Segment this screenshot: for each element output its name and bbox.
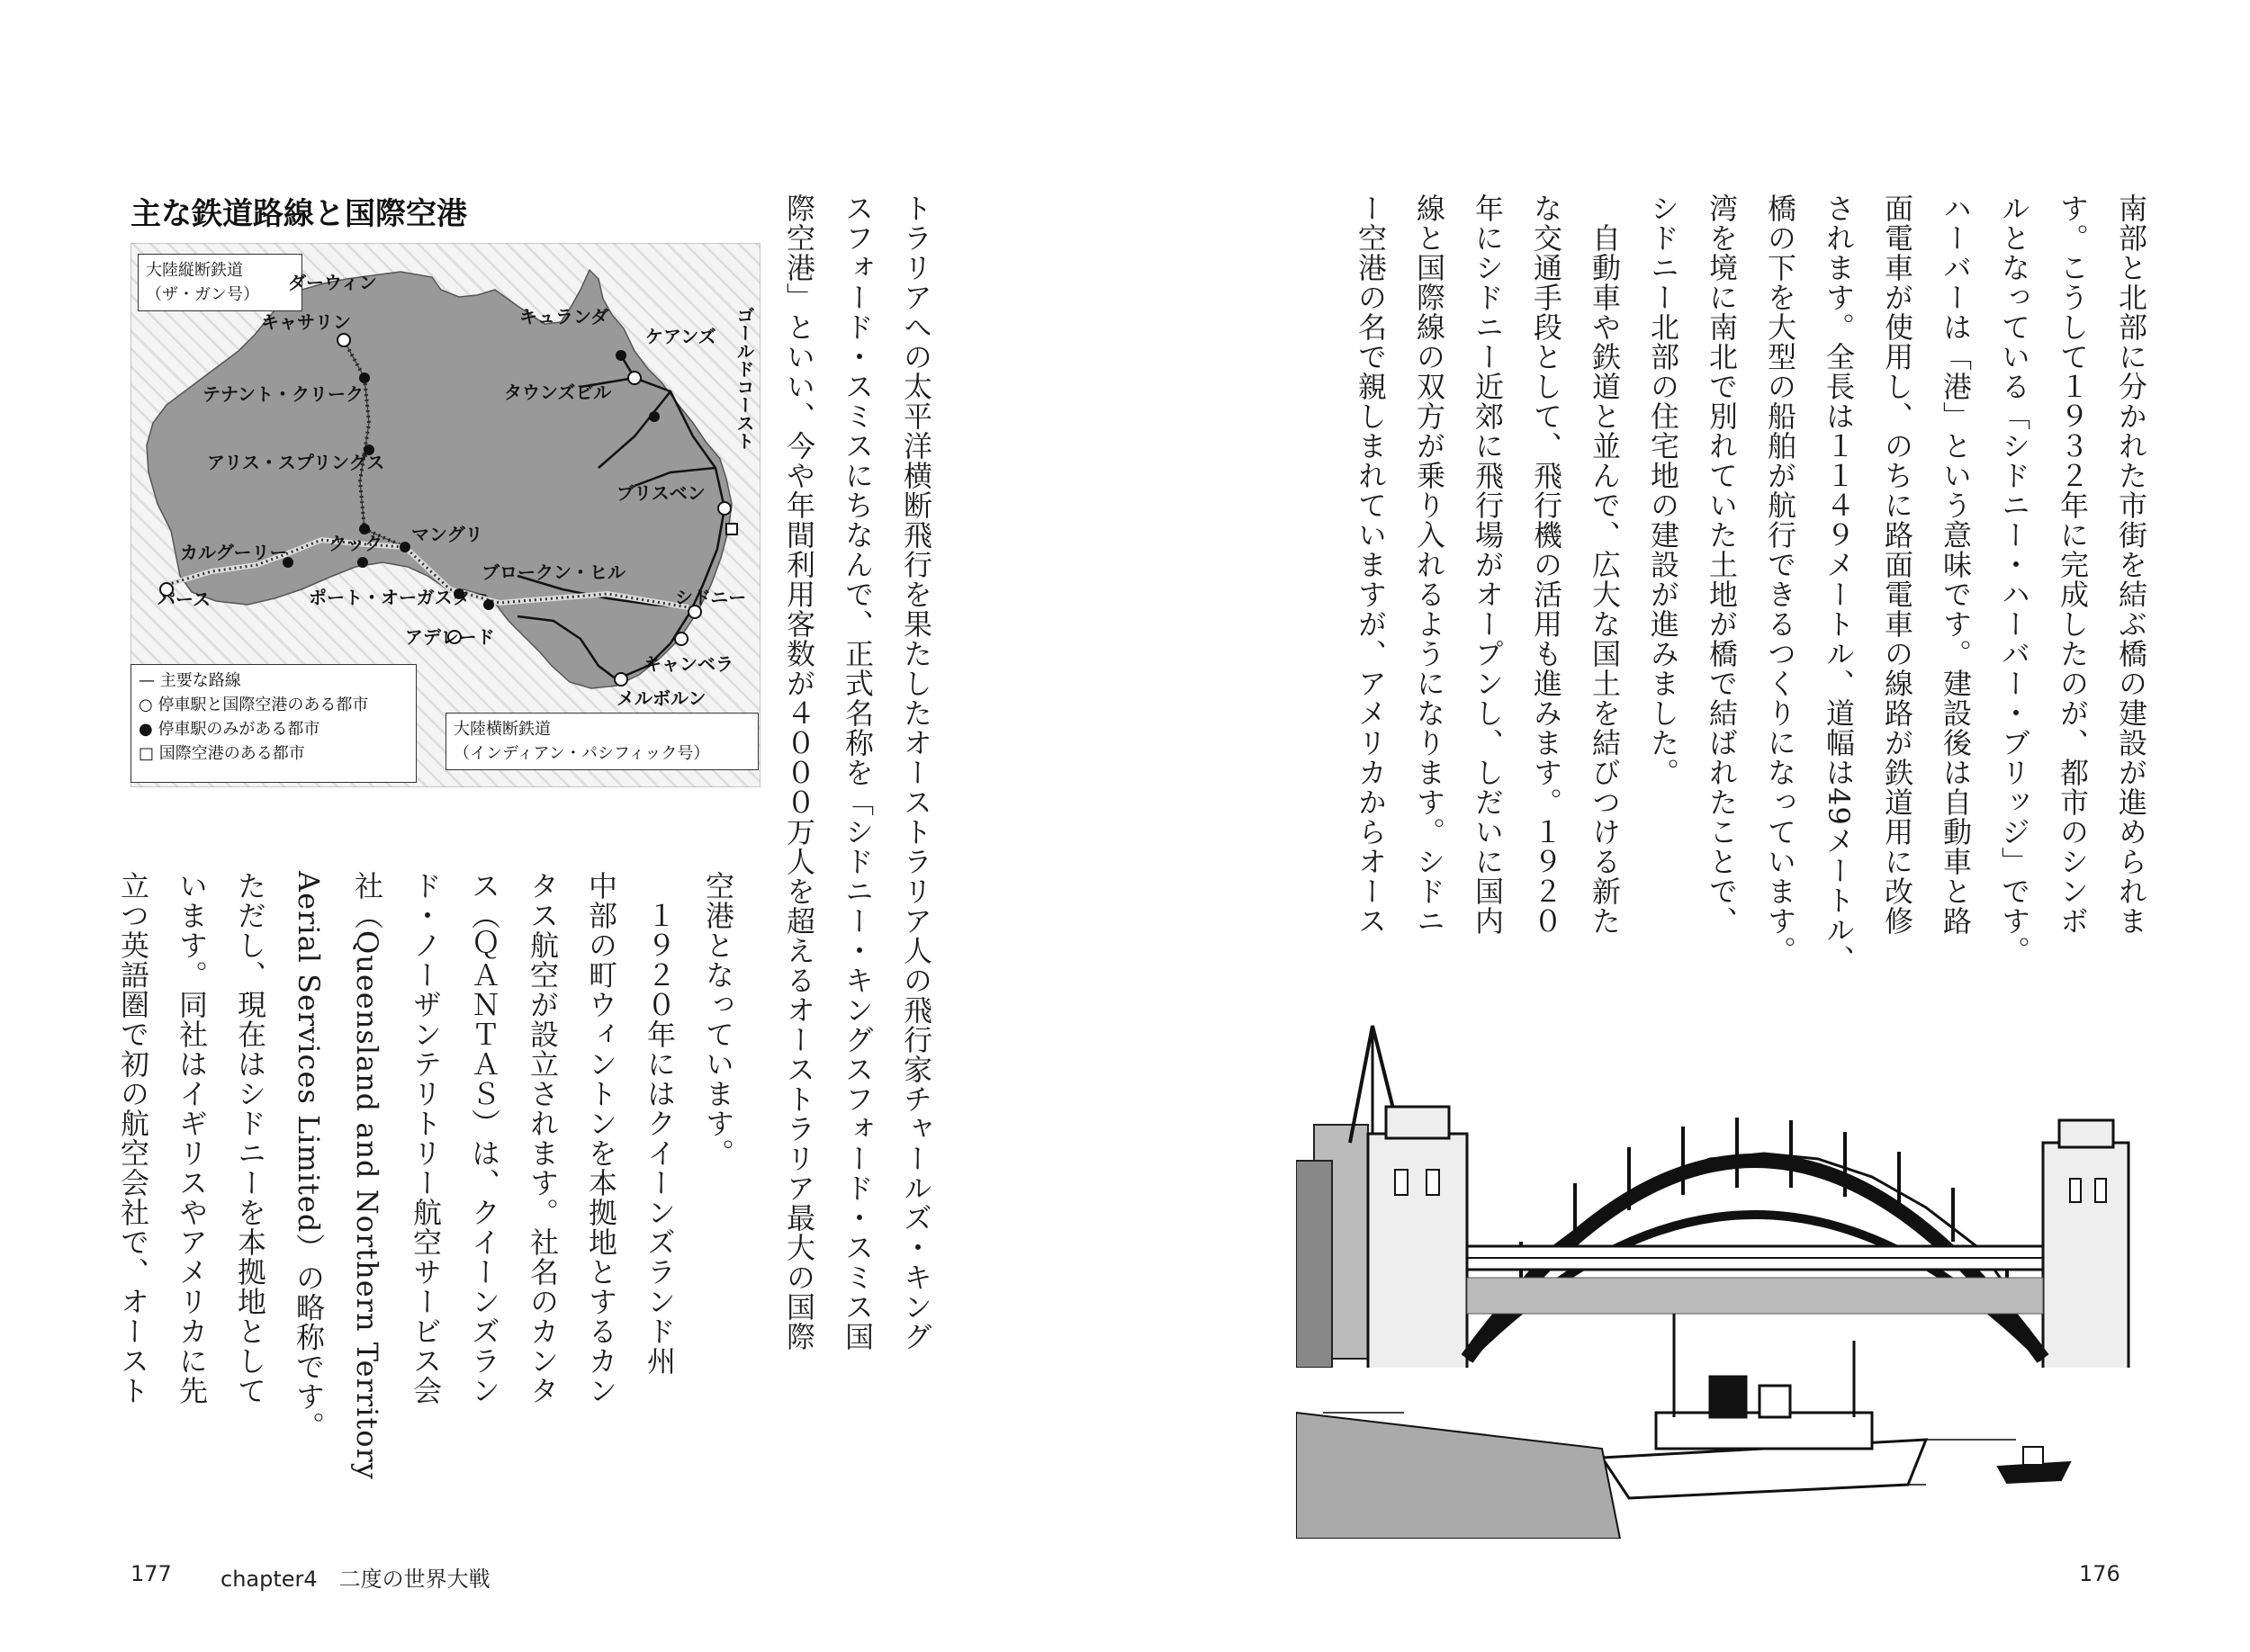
text-line: す。こうして１９３２年に完成したのが、都市のシンボ — [2056, 193, 2090, 936]
text-line: ただし、現在はシドニーを本拠地として — [233, 871, 267, 1405]
label-perth: パース — [158, 588, 211, 610]
label-cook: クック — [328, 533, 382, 554]
text-line: されます。全長は１１４９メートル、道幅は49メートル、 — [1822, 193, 1856, 974]
text-line: スフォード・スミスにちなんで、正式名称を「シドニー・キングスフォード・スミス国 — [841, 193, 875, 1351]
label-brisbane: ブリスベン — [616, 482, 706, 504]
legend-symbols: — 主要な路線 ○ 停車駅と国際空港のある都市 ● 停車駅のみがある都市 □ 国際空港のある都市 — [130, 664, 417, 783]
legend-station-airport: 停車駅と国際空港のある都市 — [158, 696, 369, 714]
page-number-right: 176 — [2079, 1561, 2120, 1586]
text-line: 中部の町ウィントンを本拠地とするカン — [584, 871, 618, 1405]
text-line: Aerial Services Limited）の略称です。 — [292, 871, 326, 1441]
legend-main-line: 主要な路線 — [159, 671, 241, 690]
text-line: 立つ英語圏で初の航空会社で、オースト — [116, 871, 150, 1405]
text-line: 面電車が使用し、のちに路面電車の線路が鉄道用に改修 — [1880, 193, 1914, 936]
right-body-text — [1332, 193, 2160, 985]
text-line: 湾を境に南北で別れていた土地が橋で結ばれたことで、 — [1705, 193, 1739, 936]
text-line: 年にシドニー近郊に飛行場がオープンし、しだいに国内 — [1471, 193, 1505, 936]
railway-map — [130, 243, 760, 787]
label-cairns: ケアンズ — [645, 326, 716, 347]
page-number-left: 177 — [130, 1561, 172, 1586]
label-gold-coast: ゴールドコースト — [734, 306, 755, 450]
text-line: １９２０年にはクイーンズランド州 — [643, 871, 677, 1376]
text-line: 際空港」といい、今や年間利用客数が４０００万人を超えるオーストラリア最大の国際 — [782, 193, 816, 1351]
legend-ns-label: 大陸縦断鉄道 （ザ・ガン号） — [146, 261, 259, 304]
text-line: 線と国際線の双方が乗り入れるようになります。シドニ — [1412, 193, 1446, 936]
text-line: シドニー北部の住宅地の建設が進みました。 — [1646, 193, 1680, 787]
label-sydney: シドニー — [675, 587, 747, 608]
label-kuranda: キュランダ — [519, 306, 609, 328]
label-melbourne: メルボルン — [616, 687, 706, 709]
bridge-drawing — [1296, 1017, 2142, 1539]
running-head: chapter4 二度の世界大戦 — [220, 1567, 490, 1592]
legend-airport-only: 国際空港のある都市 — [158, 744, 305, 763]
text-line: 社（Queensland and Northern Territory — [350, 871, 384, 1480]
label-darwin: ダーウィン — [288, 272, 377, 293]
left-lower-text — [81, 871, 747, 1555]
label-canberra: キャンベラ — [644, 653, 734, 675]
text-line: 自動車や鉄道と並んで、広大な国土を結びつける新た — [1588, 193, 1622, 936]
legend-station-only: 停車駅のみがある都市 — [158, 720, 320, 739]
legend-north-south-railway — [138, 254, 302, 311]
label-adelaide: アデレード — [405, 626, 495, 648]
text-line: 橋の下を大型の船舶が航行できるつくりになっています。 — [1763, 193, 1797, 965]
left-upper-text — [747, 193, 945, 1462]
map-title: 主な鉄道路線と国際空港 — [130, 196, 467, 232]
label-port-augusta: ポート・オーガスタ — [309, 587, 471, 608]
text-line: 空港となっています。 — [701, 871, 735, 1168]
text-line: な交通手段として、飛行機の活用も進みます。１９２０ — [1529, 193, 1563, 936]
legend-east-west-railway — [446, 713, 759, 770]
text-line: ド・ノーザンテリトリー航空サービス会 — [409, 871, 443, 1405]
text-line: ハーバーは「港」という意味です。建設後は自動車と路 — [1939, 193, 1973, 936]
label-tennant-creek: テナント・クリーク — [202, 383, 364, 405]
text-line: タス航空が設立されます。社名のカンタ — [526, 871, 560, 1405]
text-line: ス（ＱＡＮＴＡＳ）は、クイーンズラン — [467, 871, 501, 1405]
text-line: ルとなっている「シドニー・ハーバー・ブリッジ」です。 — [1997, 193, 2031, 965]
legend-ew-label: 大陸横断鉄道 （インディアン・パシフィック号） — [454, 720, 710, 763]
text-line: 南部と北部に分かれた市街を結ぶ橋の建設が進められま — [2114, 193, 2148, 936]
label-alice-springs: アリス・スプリングス — [207, 452, 385, 473]
text-line: ー空港の名で親しまれていますが、アメリカからオース — [1354, 193, 1388, 936]
label-broken-hill: ブロークン・ヒル — [482, 561, 626, 583]
harbour-bridge-illustration — [1296, 1017, 2142, 1542]
text-line: トラリアへの太平洋横断飛行を果たしたオーストラリア人の飛行家チャールズ・キング — [899, 193, 933, 1351]
text-line: います。同社はイギリスやアメリカに先 — [175, 871, 209, 1405]
label-kalgoorlie: カルグーリー — [180, 542, 288, 563]
label-manguri: マングリ — [411, 524, 483, 545]
label-townsville: タウンズビル — [504, 382, 612, 403]
label-katherine: キャサリン — [261, 311, 351, 333]
